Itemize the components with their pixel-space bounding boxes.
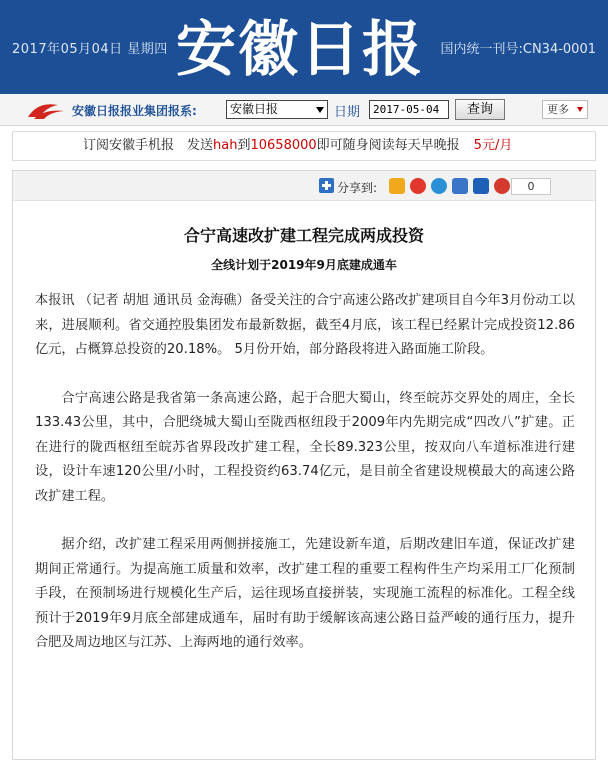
- qq-weibo-icon[interactable]: [431, 178, 447, 194]
- article-title: 合宁高速改扩建工程完成两成投资: [183, 226, 424, 245]
- promo-text-3: 即可随身阅读每天早晚报: [316, 138, 460, 153]
- article-paragraph: 本报讯 （记者 胡旭 通讯员 金海礁）备受关注的合宁高速公路改扩建项目自今年3月份动工以来，进展顺利。省交通控股集团发布最新数据，截至4月底，该工程已经累计完成投资12.86亿元，占概算总投资的20.18%。 5月份开始，部分路段将进入路面施工阶段。: [35, 293, 575, 357]
- logo-text: 安徽日报: [176, 15, 424, 85]
- article-panel: [12, 170, 596, 760]
- masthead-date: 2017年05月04日 星期四: [12, 42, 168, 57]
- masthead-issn: 国内统一刊号:CN34-0001: [440, 42, 596, 57]
- share-bar: [13, 171, 595, 201]
- share-plus-icon[interactable]: [319, 178, 334, 193]
- promo-number: 10658000: [250, 138, 317, 153]
- date-input[interactable]: 2017-05-04: [369, 100, 449, 119]
- article-subtitle: 全线计划于2019年9月底建成通车: [211, 258, 397, 272]
- article-body: [35, 289, 575, 680]
- kaixin-icon[interactable]: [473, 178, 489, 194]
- mobile-subscription-banner[interactable]: [12, 131, 596, 161]
- more-label: 更多: [547, 103, 569, 116]
- promo-text-1: 订阅安徽手机报 发送: [83, 138, 214, 153]
- dropdown-triangle-icon: [577, 107, 583, 112]
- paper-select-value: 安徽日报: [230, 102, 279, 116]
- promo-code: hah: [213, 138, 238, 153]
- more-button[interactable]: [542, 100, 588, 119]
- promo-price: 5元/月: [473, 138, 513, 153]
- chevron-down-icon: [316, 107, 324, 113]
- nav-bar: [0, 94, 608, 126]
- qzone-icon[interactable]: [389, 178, 405, 194]
- query-button[interactable]: 查询: [455, 99, 505, 120]
- group-logo-icon: [26, 99, 66, 121]
- promo-text-2: 到: [237, 138, 251, 153]
- group-label: 安徽日报报业集团报系:: [72, 104, 197, 118]
- article-paragraph: 据介绍，改扩建工程采用两侧拼接施工，先建设新车道，后期改建旧车道，保证改扩建期间正常通行。为提高施工质量和效率，改扩建工程的重要工程构件生产均采用工厂化预制手段，在预制场进行规模化生产后，运往现场直接拼装，实现施工流程的标准化。工程全线预计于2019年9月底全部建成通车，届时有助于缓解该高速公路日益严峻的通行压力，提升合肥及周边地区与江苏、上海两地的通行效率。: [35, 537, 575, 650]
- netease-icon[interactable]: [494, 178, 510, 194]
- weibo-icon[interactable]: [410, 178, 426, 194]
- renren-icon[interactable]: [452, 178, 468, 194]
- article-paragraph: 合宁高速公路是我省第一条高速公路，起于合肥大蜀山，终至皖苏交界处的周庄，全长133.43公里，其中，合肥绕城大蜀山至陇西枢纽段于2009年内先期完成“四改八”扩建。正在进行的陇西枢纽至皖苏省界段改扩建工程，全长89.323公里，按双向八车道标准进行建设，设计车速120公里/小时，工程投资约63.74亿元，是目前全省建设规模最大的高速公路改扩建工程。: [35, 390, 575, 504]
- masthead: [0, 0, 608, 94]
- share-label: 分享到:: [337, 181, 378, 195]
- date-label: 日期: [334, 105, 361, 120]
- anhui-daily-logo: [176, 4, 424, 88]
- paper-select[interactable]: [226, 100, 328, 119]
- share-count: 0: [511, 178, 551, 195]
